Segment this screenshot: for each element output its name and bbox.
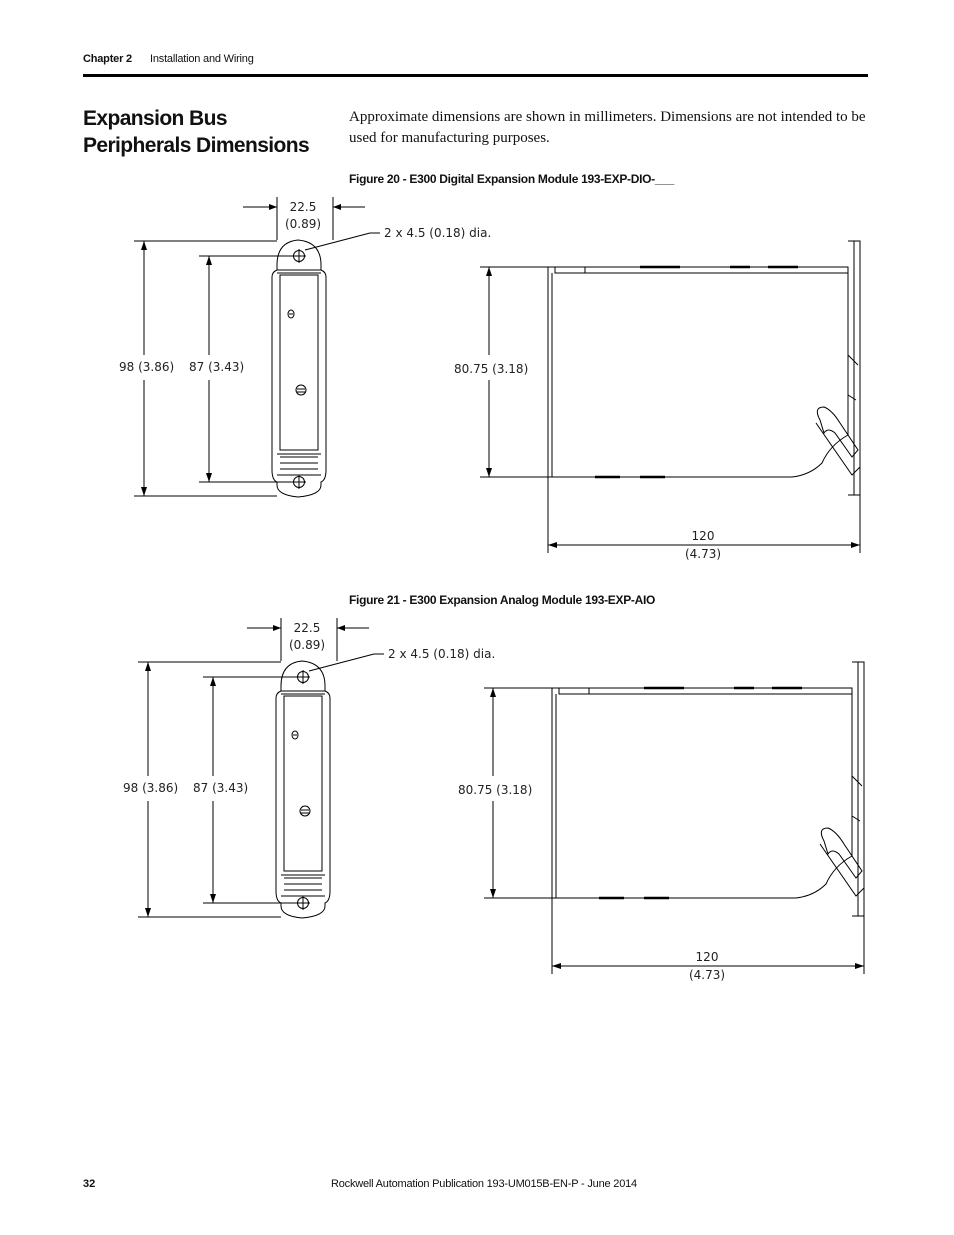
depth-mm-label: 120	[691, 529, 715, 543]
width-mm-label: 22.5	[293, 621, 321, 635]
hole-note-label: 2 x 4.5 (0.18) dia.	[384, 226, 492, 240]
header-rule	[83, 74, 868, 77]
width-mm-label: 22.5	[289, 200, 317, 214]
hole-spacing-label: 87 (3.43)	[189, 360, 245, 374]
side-height-label: 80.75 (3.18)	[458, 783, 533, 797]
depth-mm-label: 120	[695, 950, 719, 964]
width-in-label: (0.89)	[284, 217, 322, 231]
side-view	[552, 662, 864, 916]
section-title: Expansion Bus Peripherals Dimensions	[83, 107, 310, 157]
side-height-label: 80.75 (3.18)	[454, 362, 529, 376]
chapter-label: Chapter 2	[83, 53, 132, 65]
hole-spacing-label: 87 (3.43)	[193, 781, 249, 795]
hole-note-label: 2 x 4.5 (0.18) dia.	[388, 647, 496, 661]
front-dimensions	[138, 618, 384, 917]
chapter-title: Installation and Wiring	[150, 53, 254, 65]
side-dimensions	[480, 267, 860, 553]
overall-height-label: 98 (3.86)	[123, 781, 179, 795]
depth-in-label: (4.73)	[684, 547, 722, 561]
figure-20-caption: Figure 20 - E300 Digital Expansion Module 193-EXP-DIO-___	[349, 172, 674, 186]
side-dimensions	[484, 688, 864, 974]
side-view	[548, 241, 860, 495]
intro-paragraph: Approximate dimensions are shown in millimeters. Dimensions are not intended to be used for manufacturing purposes.	[349, 109, 866, 146]
overall-height-label: 98 (3.86)	[119, 360, 175, 374]
depth-in-label: (4.73)	[688, 968, 726, 982]
front-dimensions	[134, 197, 380, 496]
figure-20-drawing	[100, 195, 880, 565]
publication-info: Rockwell Automation Publication 193-UM015B-EN-P - June 2014	[331, 1178, 637, 1190]
front-view	[272, 240, 326, 497]
figure-21-caption: Figure 21 - E300 Expansion Analog Module 193-EXP-AIO	[349, 593, 656, 607]
front-view	[276, 661, 330, 918]
page-number: 32	[83, 1178, 96, 1190]
width-in-label: (0.89)	[288, 638, 326, 652]
figure-21-drawing	[104, 616, 884, 986]
